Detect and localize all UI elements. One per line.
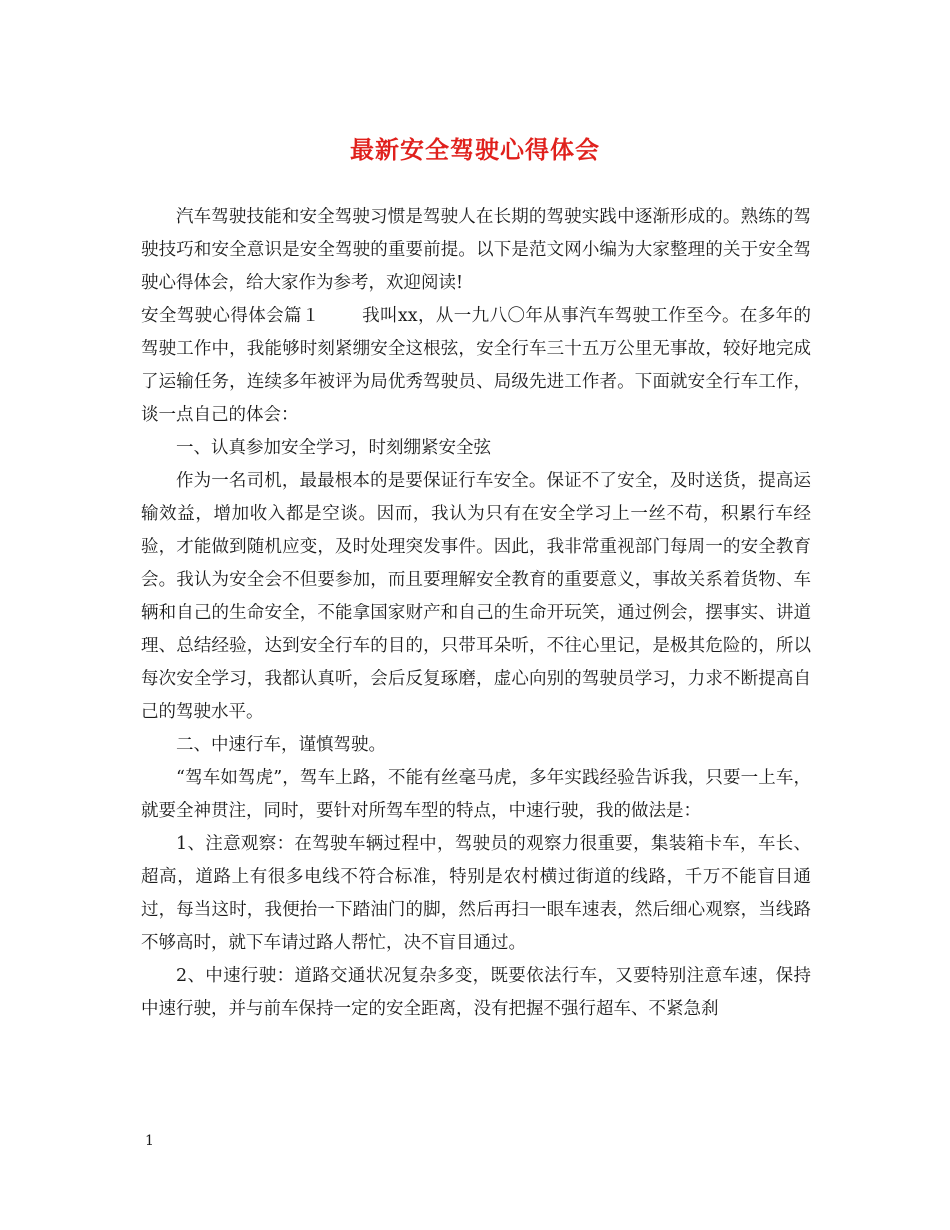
document-body bbox=[141, 201, 811, 1026]
paragraph-3: 1、注意观察：在驾驶车辆过程中，驾驶员的观察力很重要，集装箱卡车，车长、超高，道路上有很多电线不符合标准，特别是农村横过街道的线路，千万不能盲目通过，每当这时，我便抬一下踏油门的脚，然后再扫一眼车速表，然后细心观察，当线路不够高时，就下车请过路人帮忙，决不盲目通过。 bbox=[141, 834, 811, 953]
intro-paragraph: 汽车驾驶技能和安全驾驶习惯是驾驶人在长期的驾驶实践中逐渐形成的。熟练的驾驶技巧和安全意识是安全驾驶的重要前提。以下是范文网小编为大家整理的关于安全驾驶心得体会，给大家作为参考，欢迎阅读! bbox=[141, 207, 811, 293]
page-number: 1 bbox=[145, 1133, 154, 1149]
paragraph-2: “驾车如驾虎”，驾车上路，不能有丝毫马虎，多年实践经验告诉我，只要一上车，就要全神贯注，同时，要针对所驾车型的特点，中速行驶，我的做法是： bbox=[141, 768, 811, 821]
section-1-label: 安全驾驶心得体会篇１ bbox=[141, 306, 320, 326]
section-1-text: 我叫xx，从一九八〇年从事汽车驾驶工作至今。在多年的驾驶工作中，我能够时刻紧绷安全这根弦，安全行车三十五万公里无事故，较好地完成了运输任务，连续多年被评为局优秀驾驶员、局级先进工作者。下面就安全行车工作，谈一点自己的体会： bbox=[141, 306, 811, 425]
document-title: 最新安全驾驶心得体会 bbox=[350, 136, 600, 164]
paragraph-1: 作为一名司机，最最根本的是要保证行车安全。保证不了安全，及时送货，提高运输效益，增加收入都是空谈。因而，我认为只有在安全学习上一丝不苟，积累行车经验，才能做到随机应变，及时处理突发事件。因此，我非常重视部门每周一的安全教育会。我认为安全会不但要参加，而且要理解安全教育的重要意义，事故关系着货物、车辆和自己的生命安全，不能拿国家财产和自己的生命开玩笑，通过例会，摆事实、讲道理、总结经验，达到安全行车的目的，只带耳朵听，不往心里记，是极其危险的，所以每次安全学习，我都认真听，会后反复琢磨，虚心向别的驾驶员学习，力求不断提高自己的驾驶水平。 bbox=[141, 471, 811, 722]
heading-1: 一、认真参加安全学习，时刻绷紧安全弦 bbox=[176, 438, 491, 458]
heading-2: 二、中速行车，谨慎驾驶。 bbox=[176, 735, 386, 755]
paragraph-4: 2、中速行驶：道路交通状况复杂多变，既要依法行车，又要特别注意车速，保持中速行驶，并与前车保持一定的安全距离，没有把握不强行超车、不紧急刹 bbox=[141, 966, 811, 1019]
section-1-paragraph bbox=[141, 300, 811, 432]
